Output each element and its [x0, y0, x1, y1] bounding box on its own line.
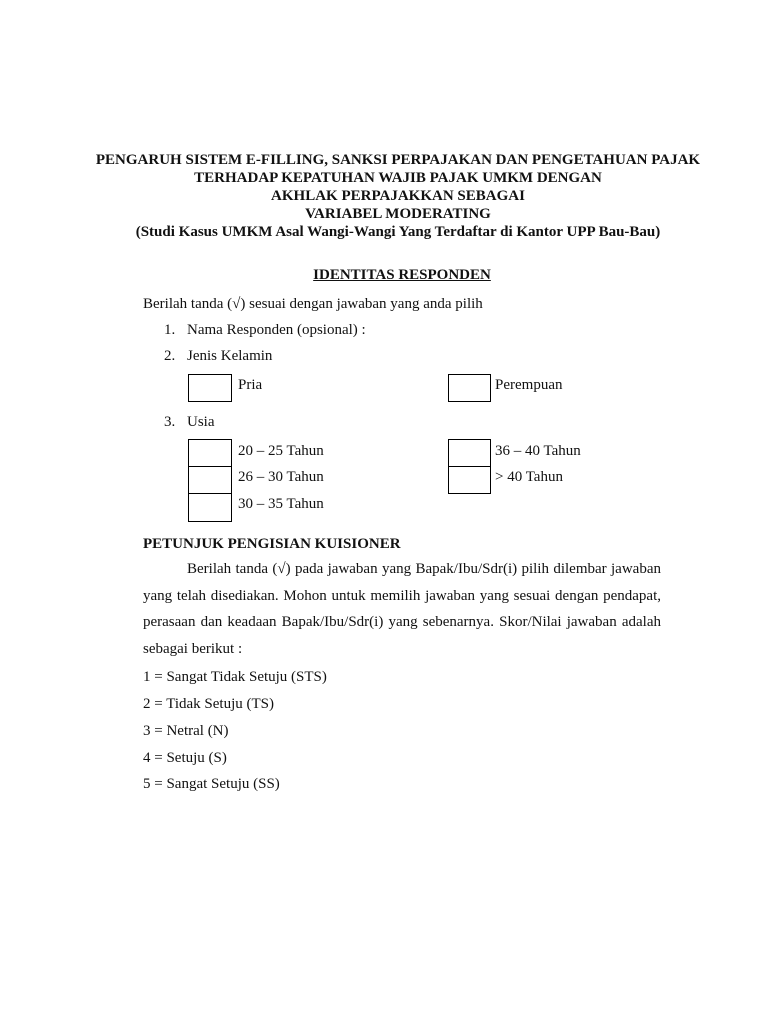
age-checkbox-36-40[interactable]: [448, 439, 491, 467]
scale-item-1: 1 = Sangat Tidak Setuju (STS): [143, 669, 327, 685]
scale-item-2: 2 = Tidak Setuju (TS): [143, 696, 274, 712]
age-option-26-30: 26 – 30 Tahun: [238, 469, 324, 485]
age-label: Usia: [187, 414, 215, 430]
instructions-heading: PETUNJUK PENGISIAN KUISIONER: [143, 536, 401, 552]
age-checkbox-over-40[interactable]: [448, 466, 491, 494]
gender-option-female: Perempuan: [495, 377, 563, 393]
age-checkbox-26-30[interactable]: [188, 466, 232, 494]
age-checkbox-20-25[interactable]: [188, 439, 232, 467]
gender-option-male: Pria: [238, 377, 263, 393]
scale-item-5: 5 = Sangat Setuju (SS): [143, 776, 280, 792]
age-option-36-40: 36 – 40 Tahun: [495, 443, 581, 459]
item-number-3: 3.: [164, 414, 176, 430]
identity-instruction: Berilah tanda (√) sesuai dengan jawaban yang anda pilih: [143, 296, 483, 312]
scale-item-4: 4 = Setuju (S): [143, 750, 227, 766]
title-line-4: VARIABEL MODERATING: [305, 206, 491, 222]
instructions-paragraph-text: Berilah tanda (√) pada jawaban yang Bapak/Ibu/Sdr(i) pilih dilembar jawaban yang telah disediakan. Mohon untuk memilih jawaban yang sesuai dengan pendapat, perasaan dan keadaan Bapak/Ibu/Sdr(i) yang sebenarnya. Skor/Nilai jawaban adalah sebagai berikut :: [143, 561, 661, 658]
age-option-over-40: > 40 Tahun: [495, 469, 563, 485]
title-line-5: (Studi Kasus UMKM Asal Wangi-Wangi Yang Terdaftar di Kantor UPP Bau-Bau): [135, 224, 661, 240]
gender-label: Jenis Kelamin: [187, 348, 273, 364]
age-option-20-25: 20 – 25 Tahun: [238, 443, 324, 459]
age-checkbox-30-35[interactable]: [188, 493, 232, 522]
title-line-3: AKHLAK PERPAJAKKAN SEBAGAI: [271, 188, 525, 204]
scale-item-3: 3 = Netral (N): [143, 723, 229, 739]
gender-checkbox-male[interactable]: [188, 374, 232, 402]
title-line-1: PENGARUH SISTEM E-FILLING, SANKSI PERPAJAKAN DAN PENGETAHUAN PAJAK: [95, 152, 701, 168]
gender-checkbox-female[interactable]: [448, 374, 491, 402]
item-number-2: 2.: [164, 348, 176, 364]
document-title: [0, 151, 768, 241]
age-option-30-35: 30 – 35 Tahun: [238, 496, 324, 512]
respondent-name-label: Nama Responden (opsional) :: [187, 322, 366, 338]
identity-heading: IDENTITAS RESPONDEN: [313, 267, 491, 283]
instructions-paragraph: [143, 556, 661, 663]
item-number-1: 1.: [164, 322, 176, 338]
title-line-2: TERHADAP KEPATUHAN WAJIB PAJAK UMKM DENGAN: [194, 170, 602, 186]
